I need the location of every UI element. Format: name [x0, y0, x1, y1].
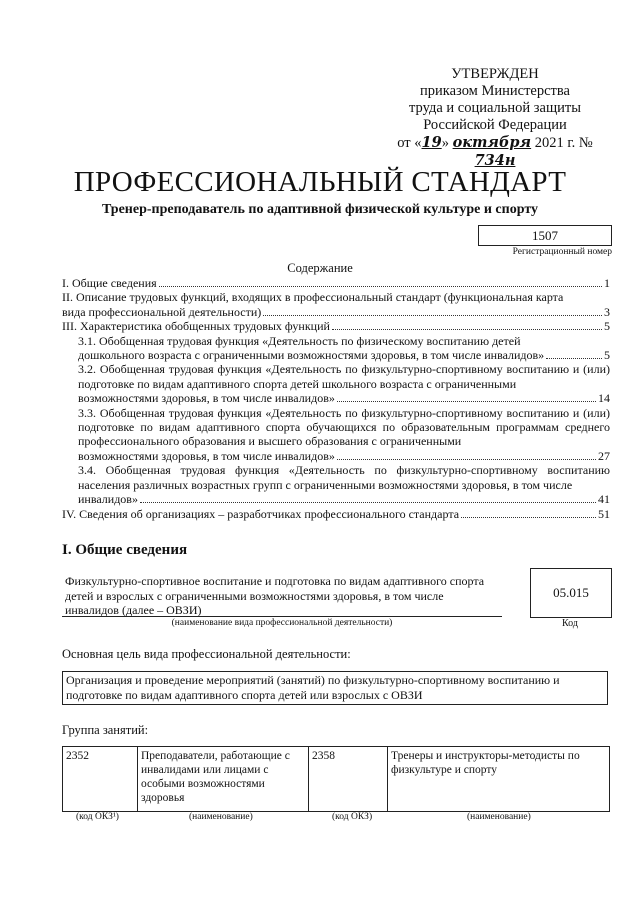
toc-dots [332, 329, 602, 330]
toc-entry[interactable] [62, 406, 610, 464]
approval-line: УТВЕРЖДЕН [451, 66, 539, 82]
toc-entry-text: 3.1. Обобщенная трудовая функция «Деятельность по физическому воспитанию детей [78, 333, 521, 348]
toc-entry-text: I. Общие сведения [62, 276, 157, 290]
group-code-cell: 2352 [63, 747, 138, 812]
section-heading: I. Общие сведения [62, 542, 188, 558]
toc-dots [461, 517, 596, 518]
group-caption: (наименование) [467, 812, 531, 822]
toc-entry-text: IV. Сведения об организациях – разработчиках профессионального стандарта [62, 506, 460, 521]
approval-line: труда и социальной защиты [409, 100, 581, 116]
toc-entry-text: дошкольного возраста с ограниченными возможностями здоровья, в том числе инвалидов» [78, 348, 545, 363]
occupation-groups-table [62, 746, 610, 812]
toc-entry[interactable] [62, 334, 610, 363]
approval-line: Российской Федерации [423, 117, 567, 133]
registration-number-label: Регистрационный номер [512, 247, 612, 257]
group-caption: (код ОКЗ¹) [76, 812, 119, 822]
approval-block [380, 66, 610, 170]
table-row [63, 747, 610, 812]
date-mid: » [441, 135, 453, 151]
group-caption: (наименование) [189, 812, 253, 822]
date-year: 2021 г. № [531, 135, 593, 151]
toc-entry-text: инвалидов» [78, 492, 138, 507]
toc-dots [337, 459, 596, 460]
date-month-handwritten: октября [452, 134, 532, 151]
toc-entry[interactable] [62, 276, 610, 290]
toc-heading: Содержание [287, 261, 353, 275]
toc-page: 3 [604, 304, 610, 319]
toc-dots [546, 358, 602, 359]
approval-date [380, 134, 610, 170]
goal-box: Организация и проведение мероприятий (занятий) по физкультурно-спортивному воспитанию и подготовке по видам адаптивного спорта детей или взрослых с ОВЗИ [62, 671, 608, 705]
activity-kind-text: Физкультурно-спортивное воспитание и подготовка по видам адаптивного спорта детей и взрослых с ограниченными возможностями здоровья, в том числе инвалидов (далее – ОВЗИ) [65, 574, 485, 617]
toc-entry-text: возможностями здоровья, в том числе инвалидов» [78, 448, 335, 463]
toc-entry-text: III. Характеристика обобщенных трудовых функций [62, 319, 330, 334]
toc-page: 5 [604, 348, 610, 363]
toc-entry[interactable] [62, 362, 610, 405]
activity-kind-underline [62, 616, 502, 617]
activity-code-caption: Код [562, 618, 578, 629]
toc-page: 14 [598, 391, 610, 406]
goal-label: Основная цель вида профессиональной деятельности: [62, 647, 351, 661]
toc-dots [263, 315, 602, 316]
toc-page: 27 [598, 448, 610, 463]
groups-label: Группа занятий: [62, 723, 149, 737]
group-code-cell: 2358 [309, 747, 388, 812]
document-subtitle: Тренер-преподаватель по адаптивной физической культуре и спорту [101, 202, 539, 217]
toc-entry-text: возможностями здоровья, в том числе инвалидов» [78, 391, 335, 406]
toc-page: 51 [598, 506, 610, 521]
toc-entry-text: 3.3. Обобщенная трудовая функция «Деятельность по физкультурно-спортивному воспитанию и (или) подготовке по видам адаптивного спорта обучающихся по образовательным программам среднего профессионального образования и высшего образования с ограниченными [78, 405, 610, 449]
toc-entry[interactable] [62, 507, 610, 521]
group-name-cell: Преподаватели, работающие с инвалидами или лицами с особыми возможностями здоровья [138, 747, 309, 812]
toc-entry-text: 3.4. Обобщенная трудовая функция «Деятельность по физкультурно-спортивному воспитанию населения различных возрастных групп с ограниченными возможностями здоровья, в том числе [78, 463, 610, 492]
toc-page: 41 [598, 492, 610, 507]
approval-line: приказом Министерства [420, 83, 570, 99]
group-caption: (код ОКЗ) [332, 812, 373, 822]
order-number-handwritten: 734н [474, 152, 516, 169]
date-prefix: от « [397, 135, 422, 151]
group-name-cell: Тренеры и инструкторы-методисты по физкультуре и спорту [388, 747, 610, 812]
toc-entry[interactable] [62, 290, 610, 319]
toc-entry-text: II. Описание трудовых функций, входящих в профессиональный стандарт (функциональная карта [62, 290, 564, 305]
toc-entry-text: вида профессиональной деятельности) [62, 304, 262, 319]
toc-page: 1 [604, 276, 610, 290]
document-title: ПРОФЕССИОНАЛЬНЫЙ СТАНДАРТ [73, 166, 567, 198]
activity-code-box: 05.015 [530, 568, 612, 618]
date-day-handwritten: 19 [421, 134, 442, 151]
registration-number-box: 1507 [478, 225, 612, 246]
toc-page: 5 [604, 319, 610, 334]
table-of-contents [62, 276, 610, 521]
toc-entry-text: 3.2. Обобщенная трудовая функция «Деятельность по физкультурно-спортивному воспитанию и (или) подготовке по видам адаптивного спорта детей школьного возраста с ограниченными [78, 362, 610, 391]
toc-entry[interactable] [62, 463, 610, 506]
toc-dots [140, 502, 596, 503]
activity-kind-caption: (наименование вида профессиональной деятельности) [171, 618, 393, 628]
toc-dots [159, 286, 602, 287]
toc-dots [337, 401, 596, 402]
toc-entry[interactable] [62, 319, 610, 333]
